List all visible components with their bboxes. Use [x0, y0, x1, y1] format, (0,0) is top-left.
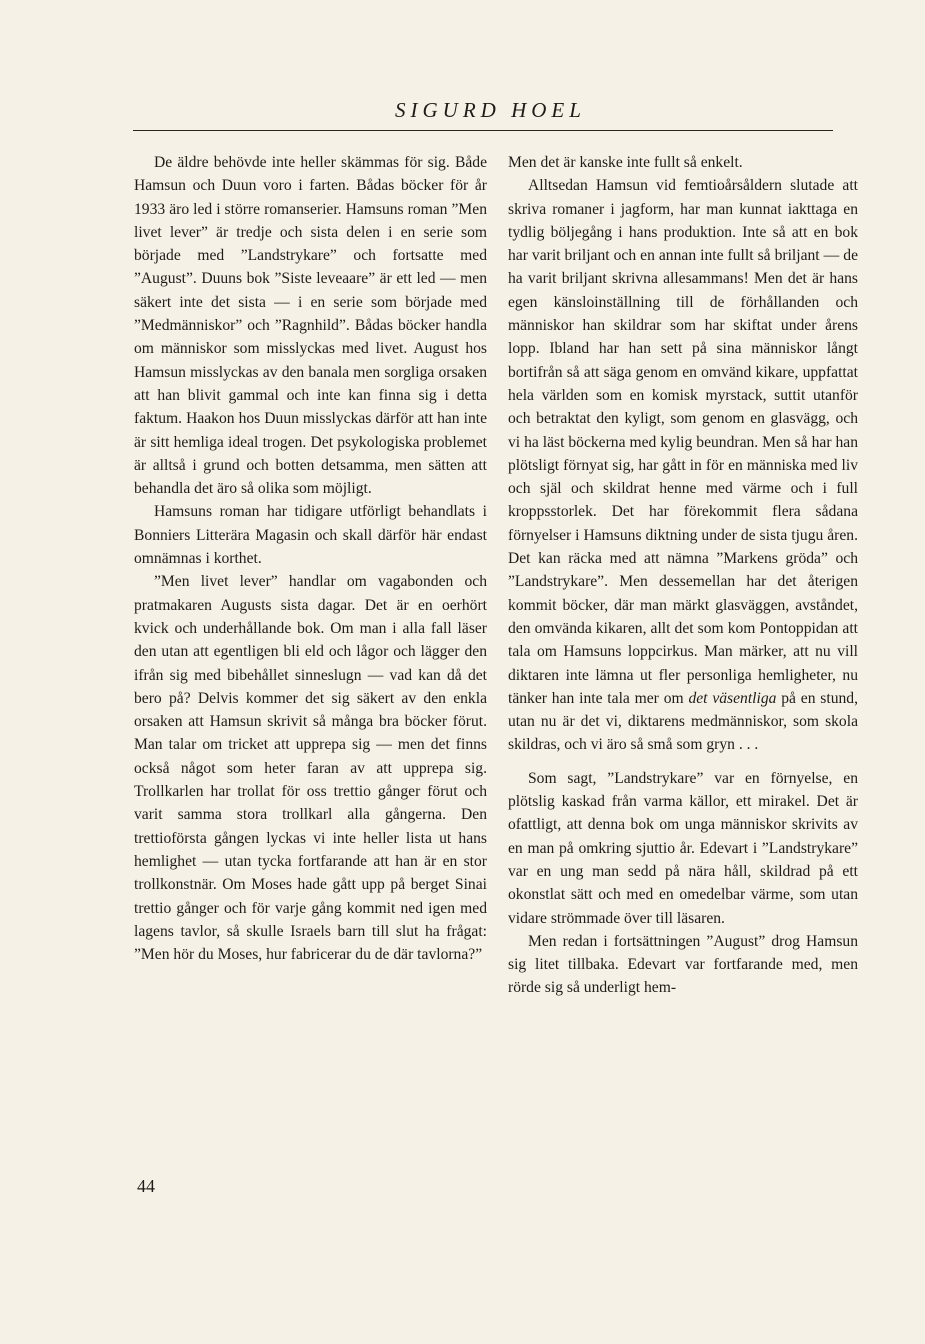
paragraph: De äldre behövde inte heller skämmas för sig. Både Hamsun och Duun voro i farten. Bådas böcker för år 1933 äro led i större romanserier. Hamsuns roman ”Men livet lever” är tredje och sista delen i en serie som började med ”Landstrykare” och fortsatte med ”August”. Duuns bok ”Siste leveaare” är ett led — men säkert inte det sista — i en serie som började med ”Medmänniskor” och ”Ragnhild”. Bådas böcker handla om människor som misslyckas med livet. August hos Hamsun misslyckas av den banala men sorgliga orsaken att han blivit gammal och inte kan finna sig i detta faktum. Haakon hos Duun misslyckas därför att han inte är sitt hemliga ideal trogen. Det psykologiska problemet är alltså i grund och botten detsamma, men sätten att behandla det äro så olika som möjligt. — [134, 154, 487, 498]
paragraph: Men det är kanske inte fullt så enkelt. — [508, 154, 743, 171]
running-head: SIGURD HOEL — [395, 98, 586, 122]
paragraph: ”Men livet lever” handlar om vagabonden och pratmakaren Augusts sista dagar. Det är en oerhört kvick och underhållande bok. Om man i alla fall läser den utan att egentligen bli eld och lågor och lägger den ifrån sig med bibehållet sinneslugn — vad kan då det bero på? Delvis kommer det sig säkert av den enkla orsaken att Hamsun skrivit så många bra böcker förut. Man talar om tricket att upprepa sig — men det finns också något som heter faran av att upprepa sig. Trollkarlen har trollat för oss trettio gånger förut och varit samma stora trollkarl alla gångerna. Den trettioförsta gången lyckas vi inte heller lista ut hans hemlighet — utan tycka fortfarande att han är en stor trollkonstnär. Om Moses hade gått upp på berget Sinai trettio gånger och för varje gång kommit ned igen med lagens tavlor, så skulle Israels barn till slut ha frågat: ”Men hör du Moses, hur fabricerar du de där tavlorna?” — [134, 573, 487, 964]
right-column — [508, 151, 858, 1000]
page-number: 44 — [137, 1176, 155, 1196]
header-rule — [133, 130, 833, 131]
left-column — [134, 151, 487, 966]
paragraph — [508, 174, 858, 756]
italic-phrase: det väsentliga — [688, 689, 777, 707]
paragraph-text: på en stund, utan nu är det vi, diktarens medmänniskor, som skola skildras, och vi äro så små som gryn . . . — [508, 689, 858, 754]
paragraph: Men redan i fortsättningen ”August” drog Hamsun sig litet tillbaka. Edevart var fortfarande med, men rörde sig så underligt hem- — [508, 932, 858, 997]
paragraph-text: Alltsedan Hamsun vid femtioårsåldern slutade att skriva romaner i jagform, har man kunnat iakttaga en tydlig böljegång i hans produktion. Inte så att en bok har varit briljant och en annan inte fullt så briljant — de ha varit briljant skrivna allesammans! Men det är hans egen känsloinställning till de förhållanden och människor han skildrar som har skiftat under årens lopp. Ibland har han sett på sina människor långt bortifrån så att säga genom en omvänd kikare, uppfattat hela världen som en komisk myrstack, suttit utanför och betraktat den kyligt, som genom en glasvägg, och vi ha läst böckerna med kylig beundran. Men så har han plötsligt förnyat sig, har gått in för en människa med liv och själ och skildrat henne med värme och i full kroppsstorlek. Det har förekommit flera sådana förnyelser i Hamsuns diktning under de sista tjugu åren. Det kan räcka med att nämna ”Markens gröda” och ”Landstrykare”. Men dessemellan har det återigen kommit böcker, där man märkt glasväggen, avståndet, den omvända kikaren, allt det som kom Pontoppidan att tala om Hamsuns loppcirkus. Man märker, att nu vill diktaren inte lämna ut fler personliga hemligheter, nu tänker han inte tala mer om — [508, 177, 858, 707]
paragraph: Hamsuns roman har tidigare utförligt behandlats i Bonniers Litterära Magasin och skall därför här endast omnämnas i korthet. — [134, 503, 487, 568]
paragraph: Som sagt, ”Landstrykare” var en förnyelse, en plötslig kaskad från varma källor, ett mirakel. Det är ofattligt, att denna bok om unga människor skrivits av en man på omkring sjuttio år. Edevart i ”Landstrykare” var en ung man sedd på nära håll, skildrad på ett okonstlat sätt och med en omedelbar värme, som utan vidare strömmade över till läsaren. — [508, 769, 858, 927]
